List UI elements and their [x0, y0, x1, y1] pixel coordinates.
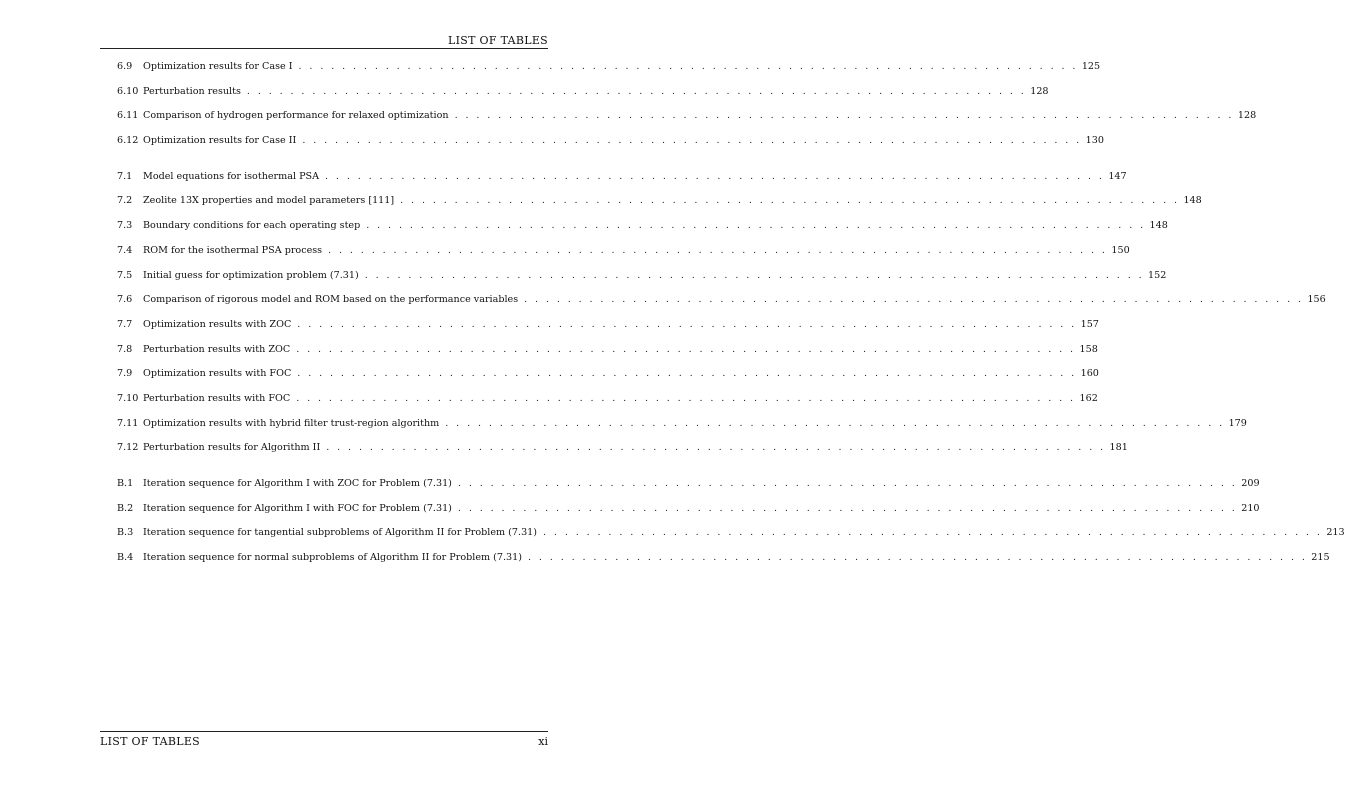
table-page-number: 147	[1108, 170, 1127, 182]
dot-leader	[455, 110, 1234, 121]
dot-leader	[297, 368, 1076, 379]
toc-entry[interactable]	[117, 110, 1257, 135]
table-number: 7.8	[117, 343, 133, 355]
toc-entry[interactable]	[117, 170, 1127, 196]
table-title: ROM for the isothermal PSA process	[143, 244, 323, 256]
table-page-number: 157	[1080, 318, 1099, 330]
table-title: Iteration sequence for Algorithm I with FOC for Problem (7.31)	[143, 502, 452, 514]
dot-leader	[247, 86, 1026, 97]
toc-group	[117, 61, 1257, 160]
table-title: Comparison of hydrogen performance for relaxed optimization	[143, 110, 449, 122]
dot-leader	[458, 478, 1237, 489]
table-title: Perturbation results with ZOC	[143, 343, 291, 355]
running-footer: LIST OF TABLES	[100, 735, 200, 748]
dot-leader	[325, 171, 1104, 182]
toc-entry[interactable]	[117, 269, 1167, 295]
toc-entry[interactable]	[117, 294, 1326, 319]
table-number: 7.4	[117, 244, 133, 256]
table-page-number: 158	[1079, 343, 1098, 355]
dot-leader	[365, 270, 1144, 281]
dot-leader	[543, 527, 1322, 538]
table-number: 7.9	[117, 368, 133, 380]
table-number: 7.5	[117, 269, 133, 281]
toc-entry[interactable]	[117, 61, 1101, 86]
table-title: Optimization results with ZOC	[143, 318, 292, 330]
table-page-number: 130	[1085, 135, 1104, 147]
table-title: Zeolite 13X properties and model parameters [111]	[143, 195, 395, 207]
dot-leader	[366, 220, 1145, 231]
table-page-number: 148	[1149, 220, 1168, 232]
table-number: 6.12	[117, 135, 139, 147]
toc-entry[interactable]	[117, 502, 1260, 528]
table-page-number: 213	[1326, 527, 1345, 539]
dot-leader	[328, 245, 1107, 256]
table-title: Model equations for isothermal PSA	[143, 170, 320, 182]
table-title: Iteration sequence for normal subproblems of Algorithm II for Problem (7.31)	[143, 552, 522, 564]
table-number: B.1	[117, 478, 134, 489]
table-title: Perturbation results with FOC	[143, 392, 291, 404]
table-number: B.2	[117, 502, 134, 514]
page-number: xi	[538, 735, 548, 748]
table-number: 7.10	[117, 392, 139, 404]
table-number: 6.10	[117, 85, 139, 97]
table-page-number: 128	[1237, 110, 1257, 122]
list-of-tables	[117, 61, 1345, 577]
table-page-number: 215	[1311, 552, 1330, 564]
toc-entry[interactable]	[117, 135, 1104, 160]
table-page-number: 179	[1228, 417, 1247, 429]
dot-leader	[528, 552, 1307, 563]
toc-group	[117, 170, 1326, 467]
toc-entry[interactable]	[117, 417, 1247, 443]
dot-leader	[302, 135, 1081, 146]
dot-leader	[299, 61, 1078, 72]
table-number: 6.9	[117, 61, 133, 72]
toc-entry[interactable]	[117, 85, 1049, 111]
toc-entry[interactable]	[117, 552, 1330, 577]
toc-group	[117, 478, 1345, 577]
header-rule	[100, 48, 548, 49]
table-title: Perturbation results for Algorithm II	[143, 442, 321, 454]
toc-entry[interactable]	[117, 392, 1098, 418]
table-number: 7.3	[117, 220, 133, 232]
running-header: LIST OF TABLES	[448, 34, 548, 47]
dot-leader	[296, 393, 1075, 404]
table-title: Comparison of rigorous model and ROM based on the performance variables	[143, 294, 519, 306]
table-page-number: 128	[1030, 85, 1049, 97]
table-page-number: 150	[1111, 244, 1130, 256]
table-title: Iteration sequence for tangential subproblems of Algorithm II for Problem (7.31)	[143, 527, 538, 539]
footer-rule	[100, 731, 548, 732]
toc-entry[interactable]	[117, 442, 1128, 467]
table-page-number: 148	[1183, 195, 1202, 207]
table-title: Optimization results for Case II	[143, 135, 297, 147]
table-number: 7.2	[117, 195, 133, 207]
toc-entry[interactable]	[117, 368, 1099, 393]
table-page-number: 156	[1307, 294, 1326, 306]
table-title: Optimization results for Case I	[143, 61, 293, 72]
table-page-number: 125	[1081, 61, 1101, 72]
table-title: Boundary conditions for each operating step	[143, 220, 361, 232]
table-number: 7.7	[117, 318, 133, 330]
toc-entry[interactable]	[117, 195, 1202, 220]
table-title: Iteration sequence for Algorithm I with ZOC for Problem (7.31)	[143, 478, 452, 489]
table-page-number: 209	[1241, 478, 1260, 489]
table-title: Initial guess for optimization problem (7.31)	[143, 269, 359, 281]
table-page-number: 162	[1079, 392, 1098, 404]
dot-leader	[326, 442, 1105, 453]
table-number: 7.11	[117, 417, 139, 429]
table-title: Perturbation results	[143, 85, 241, 97]
dot-leader	[524, 294, 1303, 305]
dot-leader	[445, 418, 1224, 429]
dot-leader	[458, 503, 1237, 514]
dot-leader	[296, 344, 1075, 355]
toc-entry[interactable]	[117, 244, 1130, 270]
toc-entry[interactable]	[117, 527, 1345, 552]
dot-leader	[297, 319, 1076, 330]
table-page-number: 152	[1148, 269, 1167, 281]
table-title: Optimization results with FOC	[143, 368, 292, 380]
table-page-number: 181	[1109, 442, 1128, 454]
toc-entry[interactable]	[117, 318, 1099, 344]
table-number: 7.6	[117, 294, 133, 306]
toc-entry[interactable]	[117, 343, 1098, 369]
toc-entry[interactable]	[117, 220, 1168, 245]
table-number: 7.12	[117, 442, 139, 454]
table-title: Optimization results with hybrid filter trust-region algorithm	[143, 417, 440, 429]
table-page-number: 160	[1080, 368, 1099, 380]
table-number: 6.11	[117, 110, 139, 122]
table-number: B.4	[117, 552, 134, 564]
table-number: B.3	[117, 527, 134, 539]
table-page-number: 210	[1241, 502, 1260, 514]
dot-leader	[400, 195, 1179, 206]
table-number: 7.1	[117, 170, 133, 182]
toc-entry[interactable]	[117, 478, 1260, 503]
